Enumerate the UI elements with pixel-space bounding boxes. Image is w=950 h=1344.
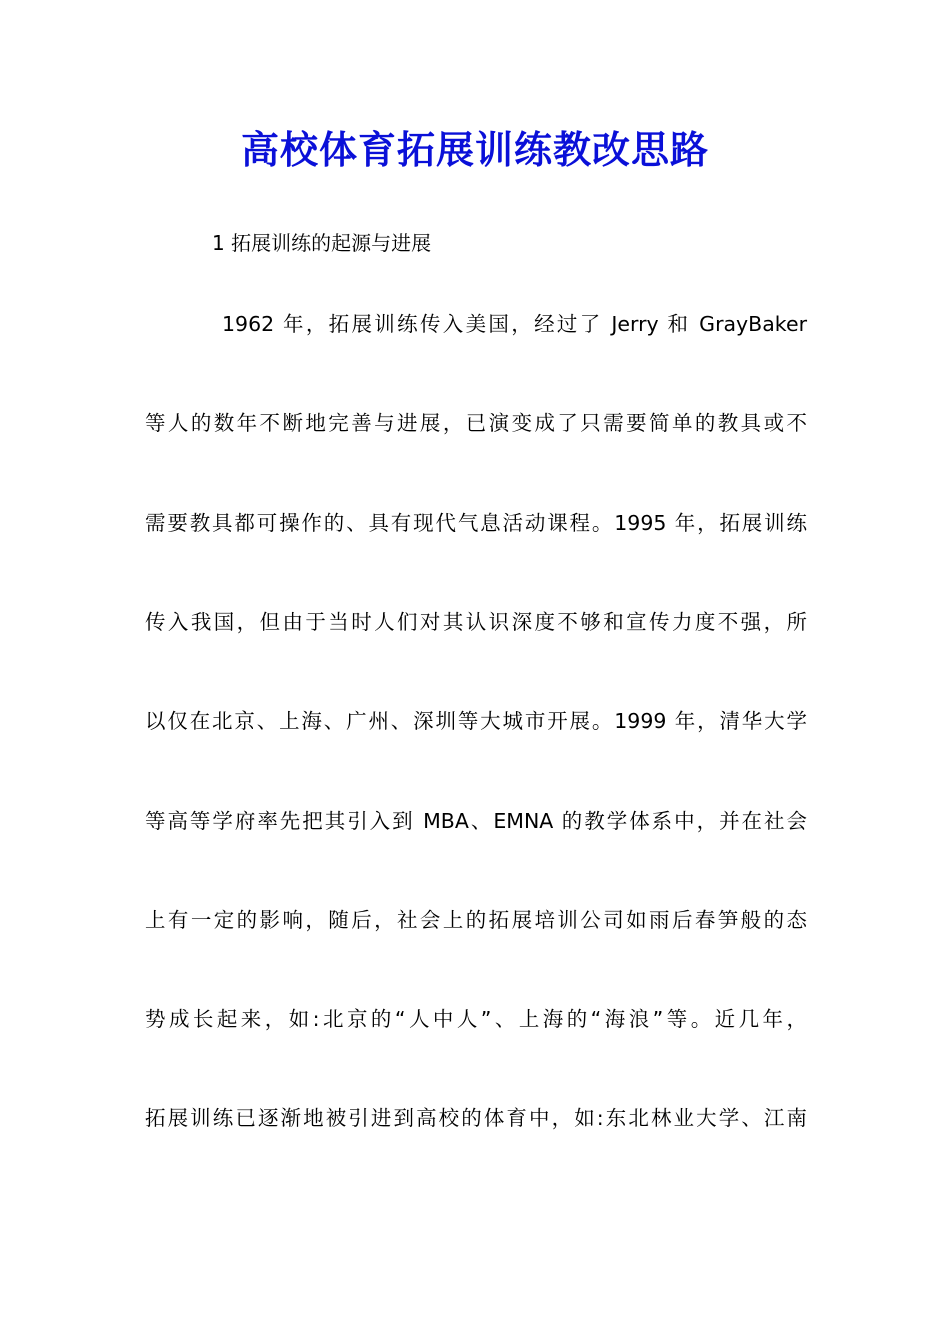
paragraph-line: 等人的数年不断地完善与进展，已演变成了只需要简单的教具或不 xyxy=(145,411,807,435)
paragraph-line: 1962 年，拓展训练传入美国，经过了 Jerry 和 GrayBaker xyxy=(222,312,807,336)
paragraph-line: 传入我国，但由于当时人们对其认识深度不够和宣传力度不强，所 xyxy=(145,610,807,634)
paragraph-line: 需要教具都可操作的、具有现代气息活动课程。1995 年，拓展训练 xyxy=(145,511,807,535)
document-title: 高校体育拓展训练教改思路 xyxy=(240,127,709,172)
paragraph-line: 以仅在北京、上海、广州、深圳等大城市开展。1999 年，清华大学 xyxy=(145,709,807,733)
paragraph-line: 上有一定的影响，随后，社会上的拓展培训公司如雨后春笋般的态 xyxy=(145,908,807,932)
section-heading: 1 拓展训练的起源与进展 xyxy=(212,231,432,255)
paragraph-line: 拓展训练已逐渐地被引进到高校的体育中，如:东北林业大学、江南 xyxy=(145,1106,807,1130)
paragraph-line: 等高等学府率先把其引入到 MBA、EMNA 的教学体系中，并在社会 xyxy=(145,809,807,833)
paragraph-line: 势成长起来，如:北京的“人中人”、上海的“海浪”等。近几年， xyxy=(145,1007,807,1031)
